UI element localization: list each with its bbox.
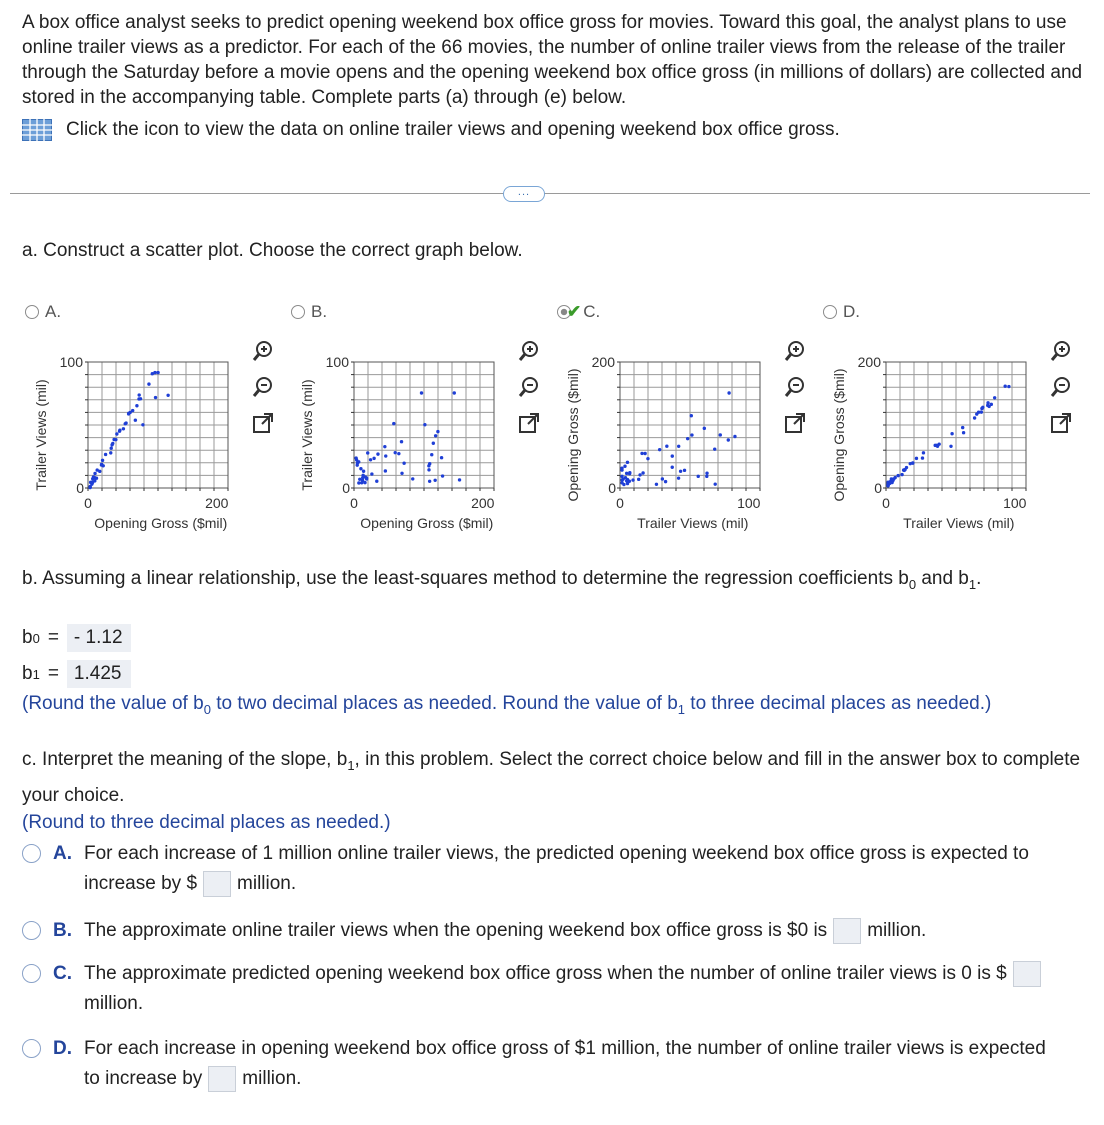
data-point [990,403,993,406]
data-point [671,454,674,457]
option-c-letter: C. [583,302,601,321]
choice-a[interactable] [22,839,1064,899]
part-a-question: a. Construct a scatter plot. Choose the correct graph below. [22,240,523,261]
b1-label: b [22,663,33,684]
data-point [727,391,730,394]
y-tick-zero: 0 [342,480,350,496]
data-point [921,456,924,459]
option-d-letter: D. [843,302,860,321]
b1-answer[interactable]: 1.425 [67,660,131,688]
part-c-round-note: (Round to three decimal places as needed.) [22,811,391,833]
data-point [104,453,107,456]
part-b-text-end: . [976,568,982,589]
data-point [432,442,435,445]
data-point [361,476,364,479]
data-point [935,444,938,447]
data-point [903,468,906,471]
choice-b-text [84,916,1064,946]
data-point [434,434,437,437]
choice-d-text [84,1034,1064,1094]
data-point [427,464,430,467]
b0-row [22,624,131,652]
zoom-in-icon[interactable] [252,340,274,362]
x-axis-label: Opening Gross ($mil) [94,515,228,531]
data-point [915,457,918,460]
b1-equals: = [47,663,59,684]
data-point [440,456,443,459]
data-link-text[interactable]: Click the icon to view the data on online trailer views and opening weekend box office gross. [66,119,840,140]
choice-c-input[interactable] [1013,961,1041,987]
zoom-in-icon[interactable] [518,340,540,362]
data-point [436,430,439,433]
data-point [981,406,984,409]
choice-a-input[interactable] [203,871,231,897]
data-point [392,422,395,425]
open-external-icon[interactable] [1050,412,1072,434]
choice-c-letter: C. [53,963,72,984]
data-point [625,479,628,482]
zoom-out-icon[interactable] [1050,376,1072,398]
data-point [1003,385,1006,388]
part-b-sub0: 0 [908,576,917,592]
scatter-plot-d [828,340,1048,540]
choice-b-pre: The approximate online trailer views when the opening weekend box office gross is $0 is [84,920,828,941]
choice-d-post: million. [242,1068,302,1089]
note-a: (Round the value of b [22,693,204,714]
data-point [690,433,693,436]
data-point [354,456,357,459]
part-c-question [22,745,1082,835]
data-point [95,477,98,480]
data-point [91,481,94,484]
open-external-icon[interactable] [784,412,806,434]
data-point [623,465,626,468]
x-tick-zero: 0 [616,495,624,511]
data-point [655,483,658,486]
choice-a-text [84,839,1064,899]
scatter-plot-c [562,340,782,540]
data-point [118,430,121,433]
data-point [975,412,978,415]
data-point [370,472,373,475]
option-b-letter: B. [311,302,328,321]
data-point [423,423,426,426]
option-a[interactable] [25,302,61,322]
data-point [166,394,169,397]
plot-grid [620,362,760,488]
x-tick-zero: 0 [350,495,358,511]
data-point [626,461,629,464]
x-axis-label: Trailer Views (mil) [637,515,749,531]
option-a-letter: A. [45,302,62,321]
data-point [458,478,461,481]
data-point [628,472,631,475]
data-point [625,472,628,475]
data-point [887,484,890,487]
x-tick-zero: 0 [882,495,890,511]
data-point [661,477,664,480]
zoom-in-icon[interactable] [784,340,806,362]
data-point [631,478,634,481]
data-point [973,416,976,419]
choice-c-pre: The approximate predicted opening weekend box office gross when the number of online trailer views is 0 is $ [84,963,1007,984]
data-point [733,435,736,438]
data-point [365,476,368,479]
data-point [400,440,403,443]
data-point [986,401,989,404]
data-point [357,481,360,484]
part-b-sub1: 1 [968,576,977,592]
data-point [949,445,952,448]
data-point [637,478,640,481]
data-point [664,480,667,483]
expand-button[interactable]: ... [503,186,545,202]
b1-sub: 1 [32,666,40,682]
section-divider [10,193,1090,194]
data-point [372,457,375,460]
option-b-radio[interactable] [291,305,305,319]
y-tick-top: 200 [857,354,881,370]
data-point [950,432,953,435]
zoom-in-icon[interactable] [1050,340,1072,362]
data-point [366,451,369,454]
data-point [402,462,405,465]
data-point [719,433,722,436]
data-point [441,474,444,477]
scatter-plot-a [30,340,250,540]
plot-a-tools [252,340,274,434]
data-point [137,397,140,400]
data-point [620,467,623,470]
data-point [102,464,105,467]
data-point [900,473,903,476]
plot-grid [88,362,228,488]
data-point [713,447,716,450]
data-point [156,371,159,374]
data-point [683,469,686,472]
data-point [703,427,706,430]
data-point [922,451,925,454]
data-point [620,481,623,484]
choice-b-radio[interactable] [22,921,41,940]
b0-answer[interactable]: - 1.12 [67,624,131,652]
option-b[interactable] [291,302,327,322]
note-c: to three decimal places as needed.) [685,693,992,714]
x-tick-end: 100 [1003,495,1027,511]
option-d-radio[interactable] [823,305,837,319]
x-tick-end: 200 [471,495,495,511]
plot-b-tools [518,340,540,434]
data-point [690,414,693,417]
choice-d[interactable] [22,1034,1064,1094]
choice-a-pre: For each increase of 1 million online trailer views, the predicted opening weekend box office gross is expected to increase by $ [84,843,1029,894]
x-tick-end: 200 [205,495,229,511]
problem-intro: A box office analyst seeks to predict opening weekend box office gross for movies. Toward this goal, the analyst plans to use online trailer views as a predictor. For each of the 66 movies, the number of online trailer views from the release of the trailer through the Saturday before a movie opens and the opening weekend box office gross (in millions of dollars) are collected and stored in the accompanying table. Complete parts (a) through (e) below. [22,12,1083,108]
data-point [114,438,117,441]
data-point [433,479,436,482]
note-b: to two decimal places as needed. Round the value of b [210,693,678,714]
plot-points [620,391,736,486]
part-b-round-note [22,693,991,717]
y-tick-top: 100 [59,354,83,370]
data-point [109,451,112,454]
data-point [137,393,140,396]
data-point [115,432,118,435]
data-point [621,477,624,480]
data-point [93,472,96,475]
data-point [376,452,379,455]
y-tick-zero: 0 [76,480,84,496]
table-icon[interactable] [22,119,52,141]
data-point [124,421,127,424]
data-point [360,481,363,484]
part-c-text: c. Interpret the meaning of the slope, b [22,749,348,770]
data-point [384,454,387,457]
x-axis-label: Trailer Views (mil) [903,515,1015,531]
data-point [428,480,431,483]
data-point [640,452,643,455]
choice-c-post: million. [84,993,144,1014]
part-c-text-post: , in this problem. Select the correct choice below and fill in the answer box to complete your choice. [22,749,1081,806]
data-point [961,426,964,429]
choice-a-post: million. [237,873,297,894]
zoom-out-icon[interactable] [784,376,806,398]
data-point [127,412,130,415]
open-external-icon[interactable] [518,412,540,434]
data-point [677,476,680,479]
choice-c-text [84,959,1064,1019]
data-point [697,475,700,478]
part-b-text-mid: and b [916,568,969,589]
b0-sub: 0 [32,630,40,646]
data-point [363,481,366,484]
data-point [420,391,423,394]
part-b-text: b. Assuming a linear relationship, use the least-squares method to determine the regression coefficients b [22,568,909,589]
option-d[interactable] [823,302,860,322]
zoom-out-icon[interactable] [518,376,540,398]
data-point [980,410,983,413]
choice-b-post: million. [867,920,927,941]
b0-equals: = [47,627,59,648]
data-point [714,482,717,485]
y-axis-label: Trailer Views (mil) [299,379,315,491]
data-point [384,469,387,472]
choice-b-letter: B. [53,920,72,941]
data-point [911,461,914,464]
option-a-radio[interactable] [25,305,39,319]
data-point [430,453,433,456]
plot-d-tools [1050,340,1072,434]
data-point [671,466,674,469]
data-point [705,472,708,475]
data-point [141,423,144,426]
data-point [358,478,361,481]
data-point [727,438,730,441]
data-point [646,457,649,460]
note-sub0: 0 [203,701,211,717]
data-point [896,474,899,477]
choice-d-radio[interactable] [22,1039,41,1058]
choice-c-radio[interactable] [22,964,41,983]
choice-b-input[interactable] [833,918,861,944]
data-point [154,396,157,399]
data-point [110,447,113,450]
correct-check-icon: ✔ [567,302,582,321]
data-link[interactable] [22,119,840,141]
data-point [400,472,403,475]
choice-c[interactable] [22,959,1064,1019]
note-sub1: 1 [677,701,686,717]
choice-d-letter: D. [53,1038,72,1059]
y-tick-top: 100 [325,354,349,370]
data-point [92,475,95,478]
data-point [369,458,372,461]
data-point [397,452,400,455]
data-point [1007,385,1010,388]
data-point [89,486,92,489]
data-point [357,460,360,463]
data-point [101,459,104,462]
x-tick-end: 100 [737,495,761,511]
data-point [891,479,894,482]
data-point [134,419,137,422]
option-c[interactable] [557,302,600,322]
part-c-sub: 1 [347,757,355,773]
y-axis-label: Opening Gross ($mil) [831,368,847,502]
y-tick-zero: 0 [874,480,882,496]
choice-d-input[interactable] [208,1066,236,1092]
y-axis-label: Trailer Views (mil) [33,379,49,491]
data-point [411,477,414,480]
data-point [962,431,965,434]
data-point [383,445,386,448]
choice-a-radio[interactable] [22,844,41,863]
data-point [658,448,661,451]
y-tick-zero: 0 [608,480,616,496]
data-point [153,371,156,374]
zoom-out-icon[interactable] [252,376,274,398]
data-point [686,437,689,440]
choice-b[interactable] [22,916,1064,946]
y-tick-top: 200 [591,354,615,370]
data-point [427,468,430,471]
data-point [394,451,397,454]
data-point [362,470,365,473]
data-point [135,404,138,407]
data-point [453,391,456,394]
plot-c-tools [784,340,806,434]
data-point [147,382,150,385]
data-point [111,442,114,445]
scatter-plot-b [296,340,516,540]
data-point [993,396,996,399]
b0-label: b [22,627,33,648]
b1-row [22,660,131,688]
open-external-icon[interactable] [252,412,274,434]
data-point [641,471,644,474]
part-b-question [22,568,981,592]
data-point [677,445,680,448]
data-point [665,444,668,447]
data-point [359,467,362,470]
y-axis-label: Opening Gross ($mil) [565,368,581,502]
data-point [643,452,646,455]
x-axis-label: Opening Gross ($mil) [360,515,494,531]
data-point [638,473,641,476]
choice-a-letter: A. [53,843,72,864]
data-point [893,476,896,479]
data-point [95,468,98,471]
choice-d-pre: For each increase in opening weekend box office gross of $1 million, the number of online trailer views is expected to increase by [84,1038,1046,1089]
data-point [122,427,125,430]
data-point [705,475,708,478]
data-point [375,480,378,483]
data-point [679,470,682,473]
x-tick-zero: 0 [84,495,92,511]
